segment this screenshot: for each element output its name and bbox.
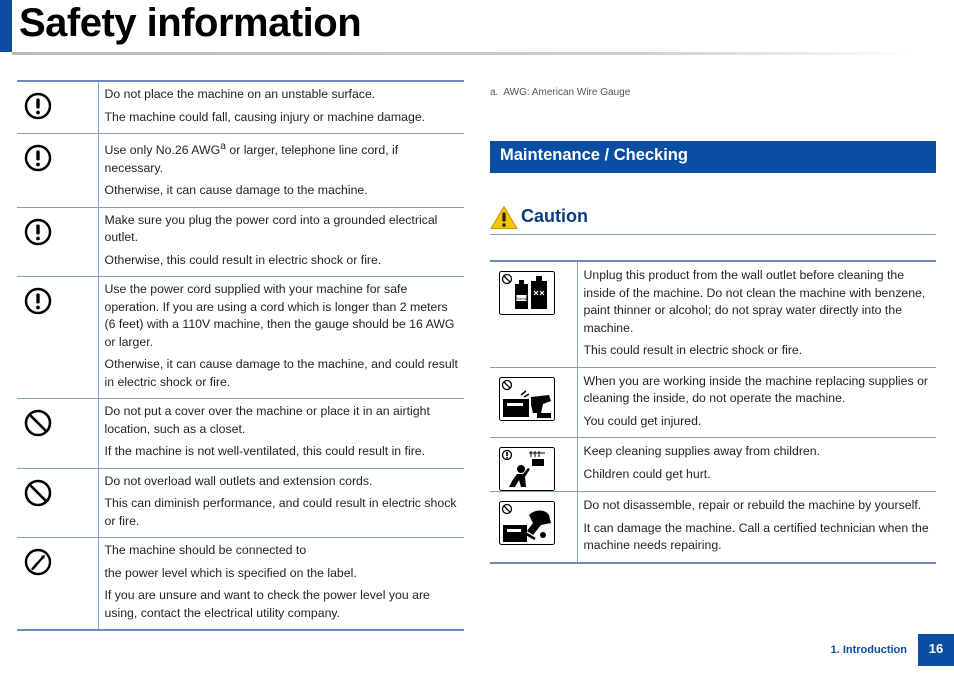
table-row [17, 399, 464, 469]
row-consequence: Otherwise, it can cause damage to the machine, and could result in electric shock or fire. [104, 357, 458, 389]
page-title: Safety information [19, 1, 362, 45]
table-row [17, 81, 464, 134]
prohibition-icon [24, 409, 52, 437]
row-consequence: Otherwise, this could result in electric shock or fire. [104, 252, 382, 267]
table-row [17, 277, 464, 399]
keep-away-from-children-icon [499, 447, 555, 491]
chapter-link[interactable]: 1. Introduction [830, 644, 907, 656]
table-row [490, 438, 936, 492]
table-row [17, 468, 464, 538]
no-operation-while-servicing-icon [499, 377, 555, 421]
row-instruction: Do not overload wall outlets and extension cords. [104, 473, 373, 488]
section-heading: Maintenance / Checking [490, 141, 936, 173]
power-level-icon [24, 548, 52, 576]
row-consequence: This can diminish performance, and could result in electric shock or fire. [104, 496, 457, 528]
table-row [490, 261, 936, 367]
row-instruction: Use the power cord supplied with your machine for safe operation. If you are using a cord which is longer than 2 meters (6 feet) with a 110V machine, then the gauge should be 16 AWG or larger. [104, 282, 455, 349]
footnote-marker: a [220, 141, 226, 152]
title-divider [12, 52, 917, 55]
table-row [490, 367, 936, 438]
row-instruction: Use only No.26 AWG$^a$ or larger, telephone line cord, if necessary. [104, 141, 399, 175]
row-instruction: Unplug this product from the wall outlet before cleaning the inside of the machine. Do not clean the machine with benzene, paint thinner or alcohol; do not spray water directly into the machine. [583, 268, 926, 335]
exclamation-circle-icon [24, 218, 52, 246]
table-row [17, 207, 464, 277]
row-consequence: The machine could fall, causing injury or machine damage. [104, 109, 426, 124]
row-instruction: Do not place the machine on an unstable surface. [104, 87, 376, 101]
row-instruction: the power level which is specified on the label. [104, 565, 357, 580]
no-disassembly-icon [499, 501, 555, 545]
row-instruction: Keep cleaning supplies away from children. [583, 444, 821, 458]
row-consequence: If you are unsure and want to check the power level you are using, contact the electrical utility company. [104, 588, 430, 620]
row-instruction: When you are working inside the machine replacing supplies or cleaning the inside, do not operate the machine. [583, 373, 928, 405]
table-row [17, 134, 464, 208]
warning-triangle-icon [490, 205, 518, 230]
row-consequence: It can damage the machine. Call a certified technician when the machine needs repairing. [583, 520, 929, 552]
table-row [490, 492, 936, 563]
row-instruction: Do not put a cover over the machine or place it in an airtight location, such as a closet. [104, 404, 430, 436]
bottle-label: Thinner [514, 296, 529, 301]
row-instruction: Do not disassemble, repair or rebuild the machine by yourself. [583, 498, 922, 512]
no-chemical-cleaners-icon [499, 271, 555, 315]
table-row [17, 538, 464, 631]
row-consequence: If the machine is not well-ventilated, this could result in fire. [104, 444, 426, 459]
footnote-text: AWG: American Wire Gauge [503, 87, 631, 98]
exclamation-circle-icon [24, 144, 52, 172]
maintenance-table [490, 260, 936, 564]
footnote-marker: a. [490, 87, 499, 98]
row-consequence: This could result in electric shock or fire. [583, 343, 803, 357]
row-consequence: You could get injured. [583, 413, 702, 428]
caution-divider [490, 234, 936, 235]
row-consequence: Otherwise, it can cause damage to the machine. [104, 183, 368, 198]
row-instruction: The machine should be connected to [104, 543, 307, 558]
exclamation-circle-icon [24, 92, 52, 120]
header-accent-bar [0, 0, 12, 52]
exclamation-circle-icon [24, 287, 52, 315]
row-instruction: Make sure you plug the power cord into a grounded electrical outlet. [104, 212, 438, 245]
prohibition-icon [24, 479, 52, 507]
caution-heading: Caution [521, 206, 588, 226]
page-number: 16 [918, 634, 954, 666]
safety-table-left [17, 80, 464, 631]
row-consequence: Children could get hurt. [583, 466, 711, 481]
footnote [490, 87, 630, 98]
